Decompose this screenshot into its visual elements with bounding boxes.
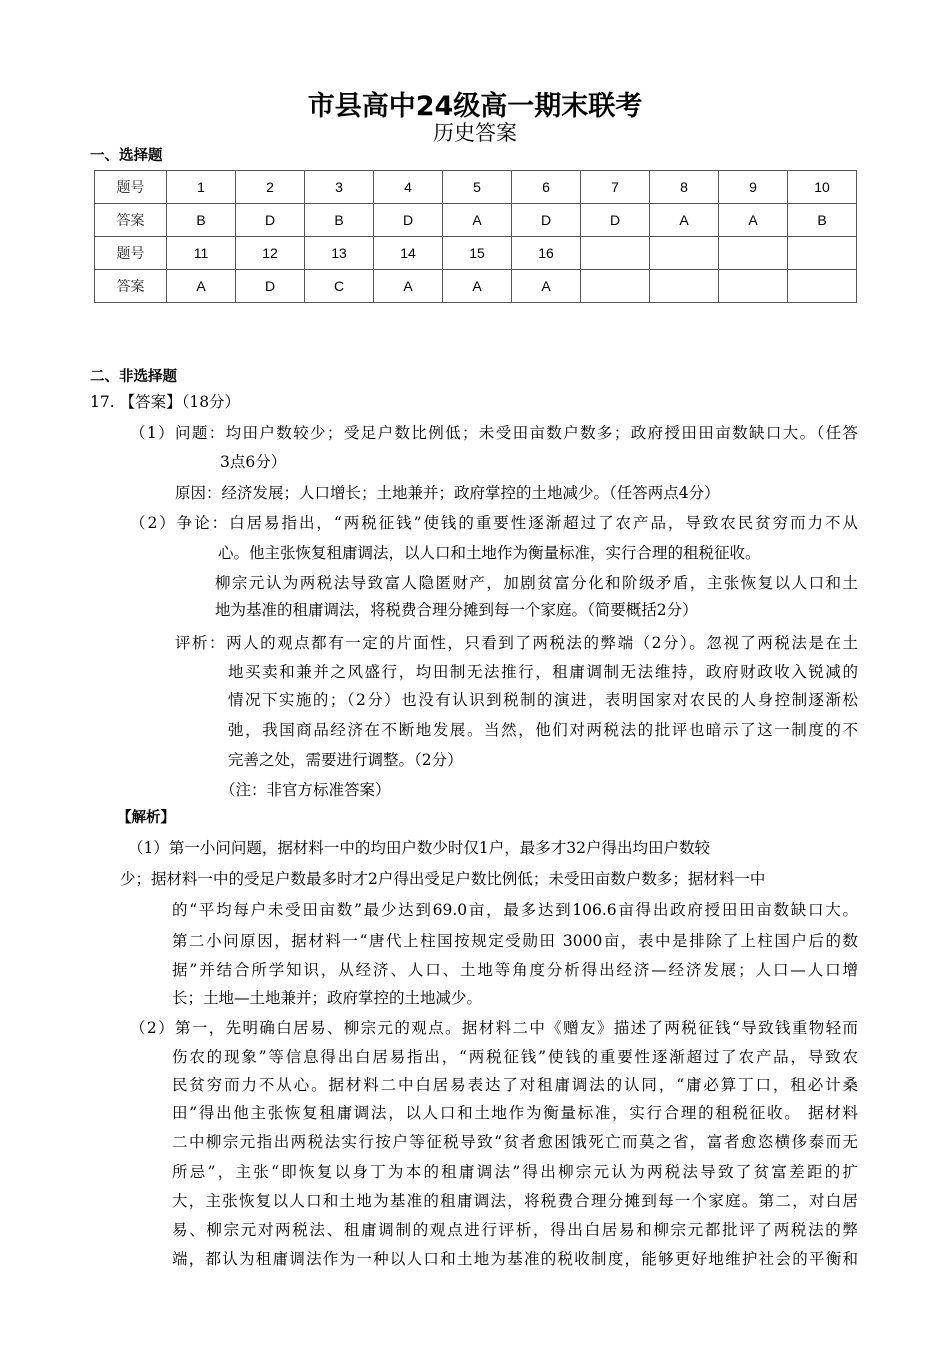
question-17-label: 17. 【答案】（18分）: [90, 393, 241, 411]
analysis-heading: 【解析】: [117, 810, 175, 826]
table-cell: [719, 237, 788, 270]
table-cell: D: [236, 204, 305, 237]
table-cell: D: [236, 270, 305, 303]
answer-line: 完善之处，需要进行调整。（2分）: [228, 751, 463, 769]
analysis-line: 二中柳宗元指出两税法实行按户等征税导致“贫者愈困饿死亡而莫之省，富者愈恣横侈泰而无: [172, 1133, 858, 1151]
table-cell: A: [512, 270, 581, 303]
table-cell: A: [374, 270, 443, 303]
table-cell: D: [512, 204, 581, 237]
answer-line: 评析：两人的观点都有一定的片面性，只看到了两税法的弊端（2分）。忽视了两税法是在土: [175, 634, 858, 652]
analysis-line: 伤农的现象”等信息得出白居易指出，“两税征钱”使钱的重要性逐渐超过了农产品，导致农: [172, 1048, 858, 1066]
table-cell: 4: [374, 171, 443, 204]
table-cell: 16: [512, 237, 581, 270]
row-label: 题号: [95, 237, 167, 270]
analysis-line: 端，都认为租庸调法作为一种以人口和土地为基准的税收制度，能够更好地维护社会的平衡和: [172, 1250, 858, 1268]
document-title: 市县高中24级高一期末联考: [307, 91, 643, 122]
table-cell: 10: [788, 171, 857, 204]
analysis-line: （2）第一，先明确白居易、柳宗元的观点。据材料二中《赠友》描述了两税征钱“导致钱重物轻而: [130, 1019, 858, 1037]
table-row: [95, 171, 857, 204]
analysis-line: 大，主张恢复以人口和土地为基准的租庸调法，将税费合理分摊到每一个家庭。第二，对白居: [172, 1192, 858, 1210]
analysis-line: （1）第一小问问题，据材料一中的均田户数少时仅1户，最多才32户得出均田户数较: [128, 839, 710, 857]
table-cell: 11: [167, 237, 236, 270]
analysis-line: 田”得出他主张恢复租庸调法，以人口和土地作为衡量标准，实行合理的租税征收。 据材料: [172, 1104, 858, 1122]
analysis-line: 易、柳宗元对两税法、租庸调制的观点进行评析，得出白居易和柳宗元都批评了两税法的弊: [172, 1221, 858, 1239]
table-row: [95, 204, 857, 237]
table-cell: 3: [305, 171, 374, 204]
table-cell: C: [305, 270, 374, 303]
document-subtitle: 历史答案: [433, 121, 517, 145]
table-cell: D: [581, 204, 650, 237]
table-cell: 15: [443, 237, 512, 270]
table-cell: [581, 270, 650, 303]
table-cell: 14: [374, 237, 443, 270]
table-cell: [788, 237, 857, 270]
answer-line: （1）问题：均田户数较少；受足户数比例低；未受田亩数户数多；政府授田田亩数缺口大。（任答: [130, 424, 858, 442]
answer-line: （注：非官方标准答案）: [220, 781, 391, 799]
table-cell: A: [443, 204, 512, 237]
table-cell: [581, 237, 650, 270]
table-cell: [650, 237, 719, 270]
answer-line: 弛，我国商品经济在不断地发展。当然，他们对两税法的批评也暗示了这一制度的不: [228, 721, 858, 739]
analysis-line: 的“平均每户未受田亩数”最少达到69.0亩，最多达到106.6亩得出政府授田田亩数缺口大。: [172, 901, 858, 919]
table-cell: 7: [581, 171, 650, 204]
table-cell: 8: [650, 171, 719, 204]
table-cell: B: [167, 204, 236, 237]
answer-line: 情况下实施的；（2分）也没有认识到税制的演进，表明国家对农民的人身控制逐渐松: [228, 691, 858, 709]
section2-heading: 二、非选择题: [90, 369, 177, 385]
table-cell: [650, 270, 719, 303]
answer-line: 心。他主张恢复租庸调法，以人口和土地作为衡量标准，实行合理的租税征收。: [218, 544, 761, 562]
row-label: 题号: [95, 171, 167, 204]
analysis-line: 据”并结合所学知识，从经济、人口、土地等角度分析得出经济—经济发展；人口—人口增: [172, 961, 858, 979]
table-cell: A: [650, 204, 719, 237]
table-cell: 12: [236, 237, 305, 270]
table-row: [95, 270, 857, 303]
analysis-line: 第二小问原因，据材料一“唐代上柱国按规定受勋田 3000亩，表中是排除了上柱国户后的数: [172, 932, 858, 950]
table-cell: 13: [305, 237, 374, 270]
row-label: 答案: [95, 204, 167, 237]
analysis-line: 长；土地—土地兼并；政府掌控的土地减少。: [172, 989, 483, 1007]
table-cell: 5: [443, 171, 512, 204]
table-cell: [719, 270, 788, 303]
table-cell: B: [305, 204, 374, 237]
answer-line: 柳宗元认为两税法导致富人隐匿财产，加剧贫富分化和阶级矛盾，主张恢复以人口和土: [215, 574, 858, 592]
row-label: 答案: [95, 270, 167, 303]
table-cell: A: [719, 204, 788, 237]
table-cell: A: [443, 270, 512, 303]
answer-table: [94, 170, 857, 303]
table-cell: 9: [719, 171, 788, 204]
table-cell: 2: [236, 171, 305, 204]
table-cell: [788, 270, 857, 303]
table-cell: 6: [512, 171, 581, 204]
analysis-line: 民贫穷而力不从心。据材料二中白居易表达了对租庸调法的认同，“庸必算丁口，租必计桑: [172, 1076, 858, 1094]
section1-heading: 一、选择题: [90, 148, 163, 164]
answer-line: 地为基准的租庸调法，将税费合理分摊到每一个家庭。（简要概括2分）: [215, 601, 698, 619]
table-row: [95, 237, 857, 270]
table-cell: A: [167, 270, 236, 303]
table-cell: 1: [167, 171, 236, 204]
analysis-line: 少；据材料一中的受足户数最多时才2户得出受足户数比例低；未受田亩数户数多；据材料一中: [120, 870, 766, 888]
answer-line: （2）争论：白居易指出，“两税征钱”使钱的重要性逐渐超过了农产品，导致农民贫穷而力不从: [130, 514, 858, 532]
analysis-line: 所忌”，主张“即恢复以身丁为本的租庸调法”得出柳宗元认为两税法导致了贫富差距的扩: [172, 1163, 858, 1181]
answer-line: 3点6分）: [220, 453, 287, 471]
answer-line: 原因：经济发展；人口增长；土地兼并；政府掌控的土地减少。（任答两点4分）: [175, 484, 720, 502]
answer-line: 地买卖和兼并之风盛行，均田制无法推行，租庸调制无法维持，政府财政收入锐减的: [228, 663, 858, 681]
table-cell: B: [788, 204, 857, 237]
table-cell: D: [374, 204, 443, 237]
